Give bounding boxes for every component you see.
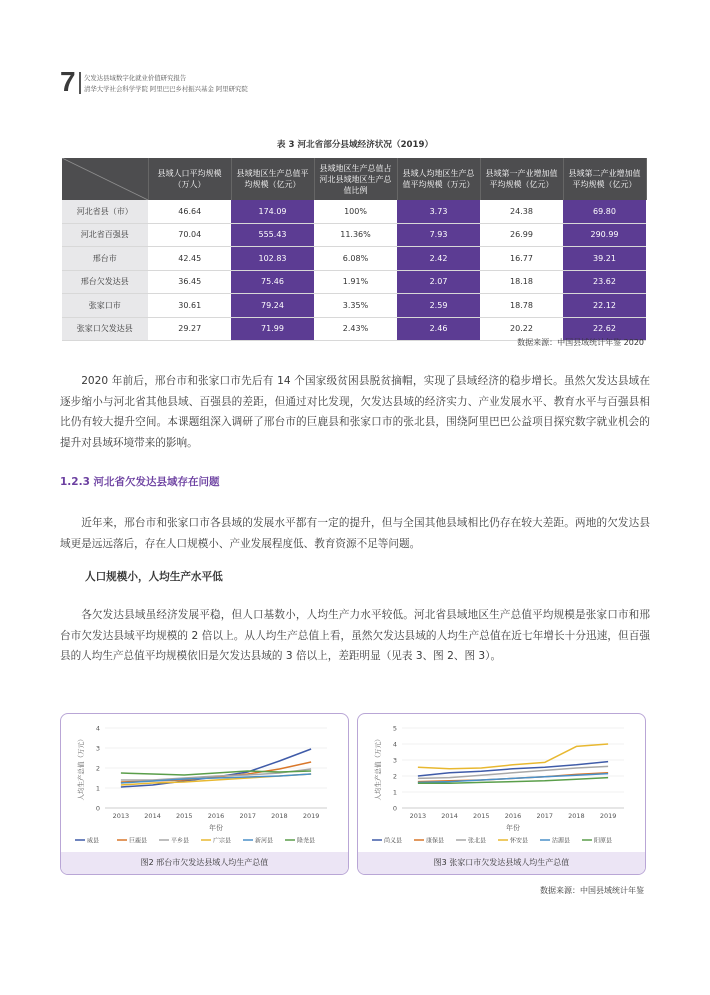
y-tick-label: 3 [392, 756, 397, 765]
legend-label: 阳原县 [594, 837, 613, 845]
legend-label: 平乡县 [171, 837, 190, 845]
table-cell: 30.61 [148, 294, 231, 318]
chart-xingtai-per-capita-gdp [61, 714, 348, 852]
x-axis-label: 年份 [209, 824, 223, 832]
section-heading: 1.2.3 河北省欠发达县域存在问题 [60, 476, 220, 488]
table-cell: 1.91% [314, 270, 397, 294]
table-cell: 26.99 [480, 223, 563, 247]
table-cell: 100% [314, 200, 397, 223]
y-tick-label: 3 [95, 744, 100, 753]
x-tick-label: 2015 [176, 812, 193, 820]
table-cell: 39.21 [563, 247, 646, 271]
footer-source: 数据来源：中国县域统计年鉴 [540, 886, 644, 895]
table-cell: 2.59 [397, 294, 480, 318]
figure-caption: 图2 邢台市欠发达县域人均生产总值 [61, 852, 348, 874]
table-cell: 71.99 [231, 317, 314, 341]
table-cell: 290.99 [563, 223, 646, 247]
header-divider [79, 72, 81, 94]
legend-label: 威县 [87, 837, 100, 845]
table-cell: 42.45 [148, 247, 231, 271]
row-label: 河北省百强县 [62, 223, 148, 247]
table-caption: 表 3 河北省部分县域经济状况（2019） [276, 140, 434, 150]
table-cell: 2.43% [314, 317, 397, 341]
table-cell: 18.78 [480, 294, 563, 318]
x-tick-label: 2019 [599, 812, 617, 820]
x-tick-label: 2018 [568, 812, 585, 820]
table-header-row [62, 158, 646, 200]
table-corner-cell [62, 158, 148, 200]
legend-label: 怀安县 [510, 837, 529, 845]
table-row [62, 294, 646, 318]
chart-zhangjiakou-per-capita-gdp [358, 714, 645, 852]
y-tick-label: 1 [95, 784, 100, 793]
table-cell: 2.46 [397, 317, 480, 341]
y-axis-label: 人均生产总值（万元） [374, 735, 382, 801]
legend-label: 康保县 [426, 837, 445, 845]
table-cell: 22.12 [563, 294, 646, 318]
figure-2 [60, 713, 349, 875]
subheading: 人口规模小，人均生产水平低 [85, 571, 223, 583]
report-authors: 清华大学社会科学学院 阿里巴巴乡村振兴基金 阿里研究院 [84, 85, 248, 93]
table-cell: 23.62 [563, 270, 646, 294]
table-cell: 69.80 [563, 200, 646, 223]
x-axis-label: 年份 [506, 824, 520, 832]
x-tick-label: 2013 [409, 812, 427, 820]
y-axis-label: 人均生产总值（万元） [77, 735, 85, 801]
legend-label: 隆尧县 [297, 837, 316, 845]
report-title: 欠发达县域数字化就业价值研究报告 [84, 74, 187, 82]
column-header: 县域人均地区生产总值平均规模（万元） [397, 158, 480, 200]
x-tick-label: 2013 [112, 812, 130, 820]
table-cell: 70.04 [148, 223, 231, 247]
table-cell: 29.27 [148, 317, 231, 341]
page-number: 7 [60, 66, 76, 97]
x-tick-label: 2017 [239, 812, 256, 820]
x-tick-label: 2014 [144, 812, 161, 820]
table-row [62, 223, 646, 247]
figure-caption: 图3 张家口市欠发达县域人均生产总值 [358, 852, 645, 874]
x-tick-label: 2015 [473, 812, 490, 820]
y-tick-label: 4 [392, 740, 397, 749]
x-tick-label: 2017 [536, 812, 553, 820]
y-tick-label: 0 [392, 804, 397, 813]
y-tick-label: 2 [392, 772, 397, 781]
column-header: 县域第一产业增加值平均规模（亿元） [480, 158, 563, 200]
page-header [60, 66, 650, 97]
table-cell: 7.93 [397, 223, 480, 247]
figure-3 [357, 713, 646, 875]
table-cell: 6.08% [314, 247, 397, 271]
table-row [62, 200, 646, 223]
legend-label: 尚义县 [384, 837, 403, 845]
column-header: 县域地区生产总值平均规模（亿元） [231, 158, 314, 200]
table-cell: 22.62 [563, 317, 646, 341]
y-tick-label: 5 [392, 724, 397, 733]
row-label: 河北省县（市） [62, 200, 148, 223]
table-cell: 79.24 [231, 294, 314, 318]
y-tick-label: 2 [95, 764, 100, 773]
table-cell: 18.18 [480, 270, 563, 294]
table-cell: 3.35% [314, 294, 397, 318]
table-cell: 102.83 [231, 247, 314, 271]
y-tick-label: 0 [95, 804, 100, 813]
x-tick-label: 2019 [302, 812, 320, 820]
row-label: 邢台市 [62, 247, 148, 271]
row-label: 邢台欠发达县 [62, 270, 148, 294]
paragraph-2: 近年来，邢台市和张家口市各县域的发展水平都有一定的提升，但与全国其他县域相比仍存在较大差距。两地的欠发达县域更是远远落后，存在人口规模小、产业发展程度低、教育资源不足等问题。 [60, 517, 650, 550]
table-row [62, 270, 646, 294]
table-cell: 75.46 [231, 270, 314, 294]
table-cell: 20.22 [480, 317, 563, 341]
x-tick-label: 2016 [207, 812, 225, 820]
paragraph-3: 各欠发达县域虽经济发展平稳，但人口基数小，人均生产力水平较低。河北省县域地区生产总值平均规模是张家口市和邢台市欠发达县域平均规模的 2 倍以上。从人均生产总值上看，虽然欠发达县域的人均生产总值在近七年增长十分迅速，但百强县的人均生产总值平均规模依旧是欠发达县域的 3 倍以上，差距明显（见表 3、图 2、图 3）。 [60, 609, 650, 662]
column-header: 县域第二产业增加值平均规模（亿元） [563, 158, 646, 200]
table-cell: 2.07 [397, 270, 480, 294]
economy-table [62, 158, 647, 341]
legend-label: 巨鹿县 [129, 837, 148, 845]
table-row [62, 247, 646, 271]
legend-label: 沽源县 [552, 837, 571, 845]
table-source: 数据来源：中国县域统计年鉴 2020 [517, 338, 644, 347]
y-tick-label: 4 [95, 724, 100, 733]
x-tick-label: 2018 [271, 812, 288, 820]
row-label: 张家口市 [62, 294, 148, 318]
column-header: 县域人口平均规模（万人） [148, 158, 231, 200]
x-tick-label: 2016 [504, 812, 522, 820]
table-cell: 16.77 [480, 247, 563, 271]
y-tick-label: 1 [392, 788, 397, 797]
legend-label: 张北县 [468, 837, 487, 845]
paragraph-1: 2020 年前后，邢台市和张家口市先后有 14 个国家级贫困县脱贫摘帽，实现了县域经济的稳步增长。虽然欠发达县域在逐步缩小与河北省其他县域、百强县的差距，但通过对比发现，欠发达县域的经济实力、产业发展水平、教育水平与百强县相比仍有较大提升空间。本课题组深入调研了邢台市的巨鹿县和张家口市的张北县，围绕阿里巴巴公益项目探究数字就业机会的提升对县域环境带来的影响。 [60, 375, 650, 449]
row-label: 张家口欠发达县 [62, 317, 148, 341]
legend-label: 广宗县 [213, 837, 232, 845]
table-cell: 555.43 [231, 223, 314, 247]
table-cell: 174.09 [231, 200, 314, 223]
table-cell: 2.42 [397, 247, 480, 271]
table-cell: 46.64 [148, 200, 231, 223]
table-cell: 36.45 [148, 270, 231, 294]
x-tick-label: 2014 [441, 812, 458, 820]
table-cell: 3.73 [397, 200, 480, 223]
table-cell: 11.36% [314, 223, 397, 247]
column-header: 县域地区生产总值占河北县域地区生产总值比例 [314, 158, 397, 200]
legend-label: 新河县 [255, 837, 274, 845]
table-cell: 24.38 [480, 200, 563, 223]
